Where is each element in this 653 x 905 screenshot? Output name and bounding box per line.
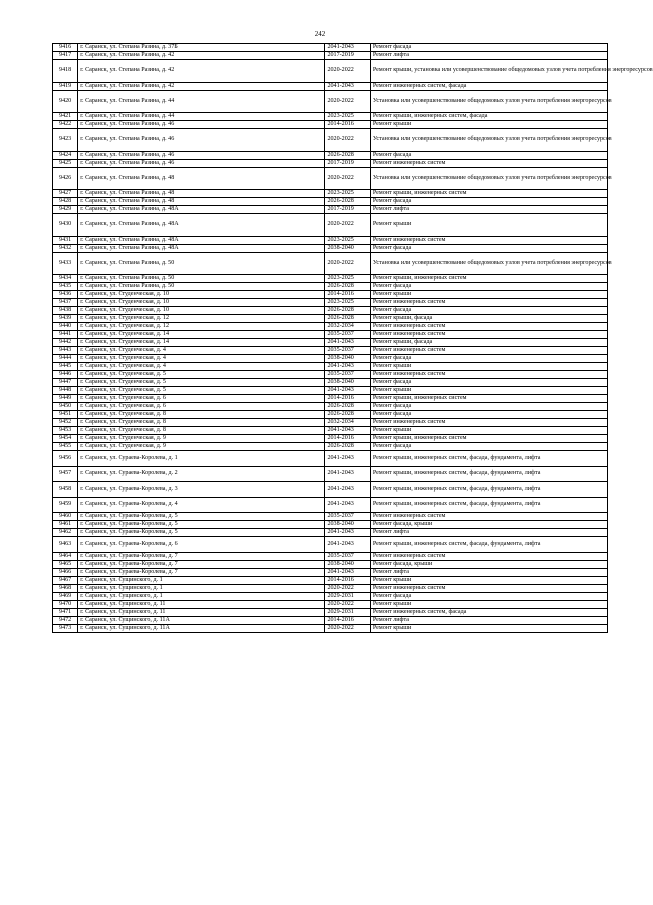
work-type-cell: Ремонт фасада, крыши xyxy=(370,560,607,568)
page-number: 242 xyxy=(314,30,326,38)
address-cell: г. Саранск, ул. Студенческая, д. 14 xyxy=(78,331,325,339)
table-row xyxy=(53,44,608,52)
work-type-cell: Ремонт инженерных систем, фасада xyxy=(370,608,607,616)
table-row xyxy=(53,307,608,315)
address-cell: г. Саранск, ул. Степана Разина, д. 46 xyxy=(78,129,325,152)
period-cell: 2020-2022 xyxy=(325,624,370,632)
row-number: 9458 xyxy=(53,482,78,498)
period-cell: 2026-2028 xyxy=(325,315,370,323)
period-cell: 2035-2037 xyxy=(325,347,370,355)
work-type-cell: Ремонт крыши xyxy=(370,387,607,395)
row-number: 9444 xyxy=(53,355,78,363)
period-cell: 2038-2040 xyxy=(325,244,370,252)
table-row xyxy=(53,339,608,347)
work-type-cell: Ремонт фасада xyxy=(370,244,607,252)
period-cell: 2014-2016 xyxy=(325,435,370,443)
row-number: 9437 xyxy=(53,299,78,307)
period-cell: 2035-2037 xyxy=(325,371,370,379)
row-number: 9471 xyxy=(53,608,78,616)
row-number: 9453 xyxy=(53,427,78,435)
row-number: 9426 xyxy=(53,167,78,190)
row-number: 9462 xyxy=(53,529,78,537)
address-cell: г. Саранск, ул. Сураева-Королева, д. 1 xyxy=(78,451,325,467)
row-number: 9472 xyxy=(53,616,78,624)
period-cell: 2020-2022 xyxy=(325,167,370,190)
work-type-cell: Ремонт лифта xyxy=(370,616,607,624)
work-type-cell: Ремонт фасада xyxy=(370,443,607,451)
address-cell: г. Саранск, ул. Студенческая, д. 4 xyxy=(78,355,325,363)
period-cell: 2014-2016 xyxy=(325,576,370,584)
work-type-cell: Ремонт крыши, инженерных систем xyxy=(370,435,607,443)
period-cell: 2026-2028 xyxy=(325,411,370,419)
work-type-cell: Ремонт крыши xyxy=(370,121,607,129)
table-row xyxy=(53,552,608,560)
row-number: 9452 xyxy=(53,419,78,427)
row-number: 9442 xyxy=(53,339,78,347)
row-number: 9419 xyxy=(53,82,78,90)
address-cell: г. Саранск, ул. Сущинского, д. 11 xyxy=(78,608,325,616)
work-type-cell: Ремонт фасада xyxy=(370,198,607,206)
period-cell: 2017-2019 xyxy=(325,52,370,60)
address-cell: г. Саранск, ул. Студенческая, д. 5 xyxy=(78,371,325,379)
address-cell: г. Саранск, ул. Степана Разина, д. 48А xyxy=(78,244,325,252)
table-row xyxy=(53,466,608,482)
row-number: 9470 xyxy=(53,600,78,608)
table-row xyxy=(53,537,608,553)
repair-schedule-table xyxy=(52,43,653,633)
table-row xyxy=(53,355,608,363)
table-row xyxy=(53,529,608,537)
table-row xyxy=(53,371,608,379)
address-cell: г. Саранск, ул. Сущинского, д. 1 xyxy=(78,584,325,592)
work-type-cell: Ремонт фасада xyxy=(370,411,607,419)
address-cell: г. Саранск, ул. Степана Разина, д. 42 xyxy=(78,82,325,90)
address-cell: г. Саранск, ул. Сураева-Королева, д. 5 xyxy=(78,521,325,529)
period-cell: 2038-2040 xyxy=(325,355,370,363)
table-row xyxy=(53,560,608,568)
period-cell: 2026-2028 xyxy=(325,151,370,159)
work-type-cell: Ремонт инженерных систем xyxy=(370,419,607,427)
table-row xyxy=(53,167,608,190)
work-type-cell: Ремонт инженерных систем xyxy=(370,159,607,167)
period-cell: 2041-2043 xyxy=(325,82,370,90)
address-cell: г. Саранск, ул. Степана Разина, д. 48 xyxy=(78,190,325,198)
address-cell: г. Саранск, ул. Сураева-Королева, д. 6 xyxy=(78,537,325,553)
address-cell: г. Саранск, ул. Степана Разина, д. 48 xyxy=(78,167,325,190)
work-type-cell: Установка или усовершенствование общедомовых узлов учета потребления энергоресурсов xyxy=(370,90,607,113)
address-cell: г. Саранск, ул. Сураева-Королева, д. 7 xyxy=(78,560,325,568)
table-row xyxy=(53,291,608,299)
period-cell: 2026-2028 xyxy=(325,307,370,315)
work-type-cell: Ремонт крыши, инженерных систем, фасада, фундамента, лифта xyxy=(370,451,607,467)
row-number: 9447 xyxy=(53,379,78,387)
work-type-cell: Ремонт фасада, крыши xyxy=(370,521,607,529)
row-number: 9469 xyxy=(53,592,78,600)
work-type-cell: Ремонт инженерных систем, фасада xyxy=(370,82,607,90)
address-cell: г. Саранск, ул. Сущинского, д. 1 xyxy=(78,576,325,584)
work-type-cell: Ремонт инженерных систем xyxy=(370,236,607,244)
work-type-cell: Ремонт крыши, фасада xyxy=(370,339,607,347)
table-row xyxy=(53,347,608,355)
address-cell: г. Саранск, ул. Студенческая, д. 14 xyxy=(78,339,325,347)
row-number: 9416 xyxy=(53,44,78,52)
work-type-cell: Ремонт инженерных систем xyxy=(370,584,607,592)
table-row xyxy=(53,315,608,323)
row-number: 9438 xyxy=(53,307,78,315)
row-number: 9441 xyxy=(53,331,78,339)
work-type-cell: Ремонт инженерных систем xyxy=(370,347,607,355)
address-cell: г. Саранск, ул. Студенческая, д. 6 xyxy=(78,395,325,403)
work-type-cell: Ремонт инженерных систем xyxy=(370,331,607,339)
address-cell: г. Саранск, ул. Степана Разина, д. 44 xyxy=(78,113,325,121)
table-row xyxy=(53,451,608,467)
period-cell: 2041-2043 xyxy=(325,466,370,482)
period-cell: 2041-2043 xyxy=(325,339,370,347)
table-row xyxy=(53,121,608,129)
table-row xyxy=(53,624,608,632)
address-cell: г. Саранск, ул. Сущинского, д. 11А xyxy=(78,616,325,624)
period-cell: 2014-2016 xyxy=(325,616,370,624)
address-cell: г. Саранск, ул. Степана Разина, д. 44 xyxy=(78,90,325,113)
row-number: 9461 xyxy=(53,521,78,529)
work-type-cell: Ремонт инженерных систем xyxy=(370,299,607,307)
row-number: 9473 xyxy=(53,624,78,632)
row-number: 9427 xyxy=(53,190,78,198)
address-cell: г. Саранск, ул. Студенческая, д. 5 xyxy=(78,387,325,395)
table-row xyxy=(53,403,608,411)
table-row xyxy=(53,159,608,167)
work-type-cell: Ремонт крыши, фасада xyxy=(370,315,607,323)
row-number: 9450 xyxy=(53,403,78,411)
table-row xyxy=(53,482,608,498)
work-type-cell: Ремонт крыши, инженерных систем xyxy=(370,275,607,283)
table-row xyxy=(53,513,608,521)
address-cell: г. Саранск, ул. Студенческая, д. 12 xyxy=(78,323,325,331)
period-cell: 2041-2043 xyxy=(325,427,370,435)
table-row xyxy=(53,252,608,275)
period-cell: 2035-2037 xyxy=(325,552,370,560)
address-cell: г. Саранск, ул. Степана Разина, д. 42 xyxy=(78,60,325,83)
table-row xyxy=(53,52,608,60)
table-row xyxy=(53,427,608,435)
work-type-cell: Ремонт крыши xyxy=(370,576,607,584)
address-cell: г. Саранск, ул. Студенческая, д. 6 xyxy=(78,403,325,411)
table-row xyxy=(53,331,608,339)
row-number: 9468 xyxy=(53,584,78,592)
table-row xyxy=(53,568,608,576)
table-row xyxy=(53,443,608,451)
address-cell: г. Саранск, ул. Степана Разина, д. 46 xyxy=(78,121,325,129)
row-number: 9424 xyxy=(53,151,78,159)
row-number: 9440 xyxy=(53,323,78,331)
table-row xyxy=(53,497,608,513)
table-row xyxy=(53,592,608,600)
work-type-cell: Ремонт фасада xyxy=(370,403,607,411)
work-type-cell: Ремонт лифта xyxy=(370,529,607,537)
address-cell: г. Саранск, ул. Сураева-Королева, д. 2 xyxy=(78,466,325,482)
work-type-cell: Ремонт крыши xyxy=(370,291,607,299)
period-cell: 2020-2022 xyxy=(325,90,370,113)
period-cell: 2038-2040 xyxy=(325,521,370,529)
table-row xyxy=(53,600,608,608)
table-row xyxy=(53,236,608,244)
period-cell: 2041-2043 xyxy=(325,482,370,498)
address-cell: г. Саранск, ул. Студенческая, д. 9 xyxy=(78,443,325,451)
address-cell: г. Саранск, ул. Студенческая, д. 5 xyxy=(78,379,325,387)
row-number: 9457 xyxy=(53,466,78,482)
table-row xyxy=(53,244,608,252)
work-type-cell: Ремонт инженерных систем xyxy=(370,323,607,331)
period-cell: 2014-2016 xyxy=(325,291,370,299)
period-cell: 2041-2043 xyxy=(325,387,370,395)
period-cell: 2023-2025 xyxy=(325,275,370,283)
period-cell: 2041-2043 xyxy=(325,568,370,576)
row-number: 9460 xyxy=(53,513,78,521)
period-cell: 2032-2034 xyxy=(325,323,370,331)
row-number: 9425 xyxy=(53,159,78,167)
row-number: 9456 xyxy=(53,451,78,467)
table-row xyxy=(53,129,608,152)
table-body xyxy=(53,44,653,633)
work-type-cell: Установка или усовершенствование общедомовых узлов учета потребления энергоресурсов xyxy=(370,252,607,275)
period-cell: 2020-2022 xyxy=(325,129,370,152)
row-number: 9445 xyxy=(53,363,78,371)
address-cell: г. Саранск, ул. Студенческая, д. 10 xyxy=(78,307,325,315)
work-type-cell: Ремонт крыши xyxy=(370,427,607,435)
address-cell: г. Саранск, ул. Студенческая, д. 8 xyxy=(78,427,325,435)
period-cell: 2020-2022 xyxy=(325,60,370,83)
table-row xyxy=(53,411,608,419)
table-row xyxy=(53,214,608,237)
period-cell: 2014-2016 xyxy=(325,121,370,129)
row-number: 9439 xyxy=(53,315,78,323)
period-cell: 2041-2043 xyxy=(325,44,370,52)
period-cell: 2023-2025 xyxy=(325,299,370,307)
table-row xyxy=(53,419,608,427)
work-type-cell: Ремонт фасада xyxy=(370,355,607,363)
address-cell: г. Саранск, ул. Студенческая, д. 10 xyxy=(78,299,325,307)
table-row xyxy=(53,395,608,403)
table-row xyxy=(53,82,608,90)
row-number: 9421 xyxy=(53,113,78,121)
work-type-cell: Установка или усовершенствование общедомовых узлов учета потребления энергоресурсов xyxy=(370,129,607,152)
work-type-cell: Ремонт крыши xyxy=(370,363,607,371)
address-cell: г. Саранск, ул. Степана Разина, д. 48А xyxy=(78,236,325,244)
period-cell: 2041-2043 xyxy=(325,529,370,537)
address-cell: г. Саранск, ул. Степана Разина, д. 48А xyxy=(78,206,325,214)
address-cell: г. Саранск, ул. Сущинского, д. 11А xyxy=(78,624,325,632)
address-cell: г. Саранск, ул. Сущинского, д. 11 xyxy=(78,600,325,608)
row-number: 9448 xyxy=(53,387,78,395)
table-row xyxy=(53,363,608,371)
work-type-cell: Ремонт крыши, инженерных систем, фасада, фундамента, лифта xyxy=(370,482,607,498)
row-number: 9467 xyxy=(53,576,78,584)
row-number: 9429 xyxy=(53,206,78,214)
period-cell: 2035-2037 xyxy=(325,331,370,339)
period-cell: 2038-2040 xyxy=(325,560,370,568)
work-type-cell: Ремонт инженерных систем xyxy=(370,371,607,379)
row-number: 9431 xyxy=(53,236,78,244)
table-row xyxy=(53,608,608,616)
table-row xyxy=(53,379,608,387)
row-number: 9428 xyxy=(53,198,78,206)
table-row xyxy=(53,113,608,121)
period-cell: 2026-2028 xyxy=(325,443,370,451)
table-row xyxy=(53,90,608,113)
work-type-cell: Ремонт крыши, инженерных систем, фасада, фундамента, лифта xyxy=(370,537,607,553)
period-cell: 2026-2028 xyxy=(325,198,370,206)
period-cell: 2035-2037 xyxy=(325,513,370,521)
address-cell: г. Саранск, ул. Степана Разина, д. 42 xyxy=(78,52,325,60)
address-cell: г. Саранск, ул. Степана Разина, д. 50 xyxy=(78,283,325,291)
address-cell: г. Саранск, ул. Студенческая, д. 8 xyxy=(78,419,325,427)
work-type-cell: Ремонт лифта xyxy=(370,52,607,60)
address-cell: г. Саранск, ул. Сураева-Королева, д. 5 xyxy=(78,513,325,521)
work-type-cell: Ремонт крыши, инженерных систем, фасада, фундамента, лифта xyxy=(370,466,607,482)
period-cell: 2041-2043 xyxy=(325,363,370,371)
row-number: 9443 xyxy=(53,347,78,355)
row-number: 9430 xyxy=(53,214,78,237)
period-cell: 2020-2022 xyxy=(325,214,370,237)
table-row xyxy=(53,198,608,206)
address-cell: г. Саранск, ул. Студенческая, д. 8 xyxy=(78,411,325,419)
address-cell: г. Саранск, ул. Сураева-Королева, д. 3 xyxy=(78,482,325,498)
row-number: 9455 xyxy=(53,443,78,451)
work-type-cell: Ремонт фасада xyxy=(370,379,607,387)
work-type-cell: Ремонт крыши, инженерных систем xyxy=(370,190,607,198)
period-cell: 2020-2022 xyxy=(325,584,370,592)
address-cell: г. Саранск, ул. Сущинского, д. 1 xyxy=(78,592,325,600)
work-type-cell: Ремонт крыши, инженерных систем, фасада xyxy=(370,113,607,121)
table-row xyxy=(53,435,608,443)
row-number: 9432 xyxy=(53,244,78,252)
row-number: 9436 xyxy=(53,291,78,299)
row-number: 9418 xyxy=(53,60,78,83)
table-row xyxy=(53,206,608,214)
period-cell: 2023-2025 xyxy=(325,236,370,244)
table-row xyxy=(53,283,608,291)
period-cell: 2014-2016 xyxy=(325,395,370,403)
row-number: 9449 xyxy=(53,395,78,403)
period-cell: 2041-2043 xyxy=(325,497,370,513)
work-type-cell: Ремонт крыши xyxy=(370,214,607,237)
row-number: 9434 xyxy=(53,275,78,283)
work-type-cell: Ремонт инженерных систем xyxy=(370,552,607,560)
row-number: 9422 xyxy=(53,121,78,129)
address-cell: г. Саранск, ул. Степана Разина, д. 46 xyxy=(78,159,325,167)
work-type-cell: Ремонт крыши, установка или усовершенствование общедомовых узлов учета потребления энергоресурсов xyxy=(370,60,607,83)
table-row xyxy=(53,521,608,529)
table-row xyxy=(53,299,608,307)
table-row xyxy=(53,616,608,624)
address-cell: г. Саранск, ул. Сураева-Королева, д. 5 xyxy=(78,529,325,537)
row-number: 9454 xyxy=(53,435,78,443)
work-type-cell: Ремонт крыши, инженерных систем, фасада, фундамента, лифта xyxy=(370,497,607,513)
address-cell: г. Саранск, ул. Студенческая, д. 4 xyxy=(78,347,325,355)
table-row xyxy=(53,323,608,331)
row-number: 9420 xyxy=(53,90,78,113)
period-cell: 2026-2028 xyxy=(325,283,370,291)
address-cell: г. Саранск, ул. Степана Разина, д. 46 xyxy=(78,151,325,159)
period-cell: 2032-2034 xyxy=(325,419,370,427)
period-cell: 2020-2022 xyxy=(325,600,370,608)
address-cell: г. Саранск, ул. Степана Разина, д. 48А xyxy=(78,214,325,237)
work-type-cell: Ремонт фасада xyxy=(370,592,607,600)
row-number: 9423 xyxy=(53,129,78,152)
table-row xyxy=(53,584,608,592)
address-cell: г. Саранск, ул. Степана Разина, д. 50 xyxy=(78,252,325,275)
period-cell: 2023-2025 xyxy=(325,113,370,121)
address-cell: г. Саранск, ул. Степана Разина, д. 50 xyxy=(78,275,325,283)
row-number: 9463 xyxy=(53,537,78,553)
row-number: 9433 xyxy=(53,252,78,275)
address-cell: г. Саранск, ул. Сураева-Королева, д. 7 xyxy=(78,552,325,560)
row-number: 9464 xyxy=(53,552,78,560)
address-cell: г. Саранск, ул. Студенческая, д. 10 xyxy=(78,291,325,299)
period-cell: 2017-2019 xyxy=(325,159,370,167)
row-number: 9417 xyxy=(53,52,78,60)
period-cell: 2026-2028 xyxy=(325,403,370,411)
work-type-cell: Ремонт фасада xyxy=(370,283,607,291)
period-cell: 2038-2040 xyxy=(325,379,370,387)
row-number: 9459 xyxy=(53,497,78,513)
row-number: 9435 xyxy=(53,283,78,291)
address-cell: г. Саранск, ул. Степана Разина, д. 48 xyxy=(78,198,325,206)
row-number: 9466 xyxy=(53,568,78,576)
work-type-cell: Установка или усовершенствование общедомовых узлов учета потребления энергоресурсов xyxy=(370,167,607,190)
work-type-cell: Ремонт крыши xyxy=(370,624,607,632)
table-row xyxy=(53,275,608,283)
address-cell: г. Саранск, ул. Студенческая, д. 12 xyxy=(78,315,325,323)
address-cell: г. Саранск, ул. Студенческая, д. 4 xyxy=(78,363,325,371)
table-row xyxy=(53,190,608,198)
work-type-cell: Ремонт фасада xyxy=(370,307,607,315)
table-row xyxy=(53,151,608,159)
period-cell: 2029-2031 xyxy=(325,592,370,600)
period-cell: 2041-2043 xyxy=(325,451,370,467)
table-row xyxy=(53,387,608,395)
work-type-cell: Ремонт фасада xyxy=(370,44,607,52)
row-number: 9446 xyxy=(53,371,78,379)
table-row xyxy=(53,576,608,584)
work-type-cell: Ремонт лифта xyxy=(370,568,607,576)
period-cell: 2029-2031 xyxy=(325,608,370,616)
address-cell: г. Саранск, ул. Сураева-Королева, д. 4 xyxy=(78,497,325,513)
period-cell: 2017-2019 xyxy=(325,206,370,214)
work-type-cell: Ремонт крыши, инженерных систем xyxy=(370,395,607,403)
row-number: 9451 xyxy=(53,411,78,419)
address-cell: г. Саранск, ул. Сураева-Королева, д. 7 xyxy=(78,568,325,576)
address-cell: г. Саранск, ул. Степана Разина, д. 37Б xyxy=(78,44,325,52)
work-type-cell: Ремонт лифта xyxy=(370,206,607,214)
period-cell: 2023-2025 xyxy=(325,190,370,198)
period-cell: 2041-2043 xyxy=(325,537,370,553)
period-cell: 2020-2022 xyxy=(325,252,370,275)
row-number: 9465 xyxy=(53,560,78,568)
address-cell: г. Саранск, ул. Студенческая, д. 9 xyxy=(78,435,325,443)
work-type-cell: Ремонт крыши xyxy=(370,600,607,608)
table-row xyxy=(53,60,608,83)
work-type-cell: Ремонт фасада xyxy=(370,151,607,159)
work-type-cell: Ремонт инженерных систем xyxy=(370,513,607,521)
